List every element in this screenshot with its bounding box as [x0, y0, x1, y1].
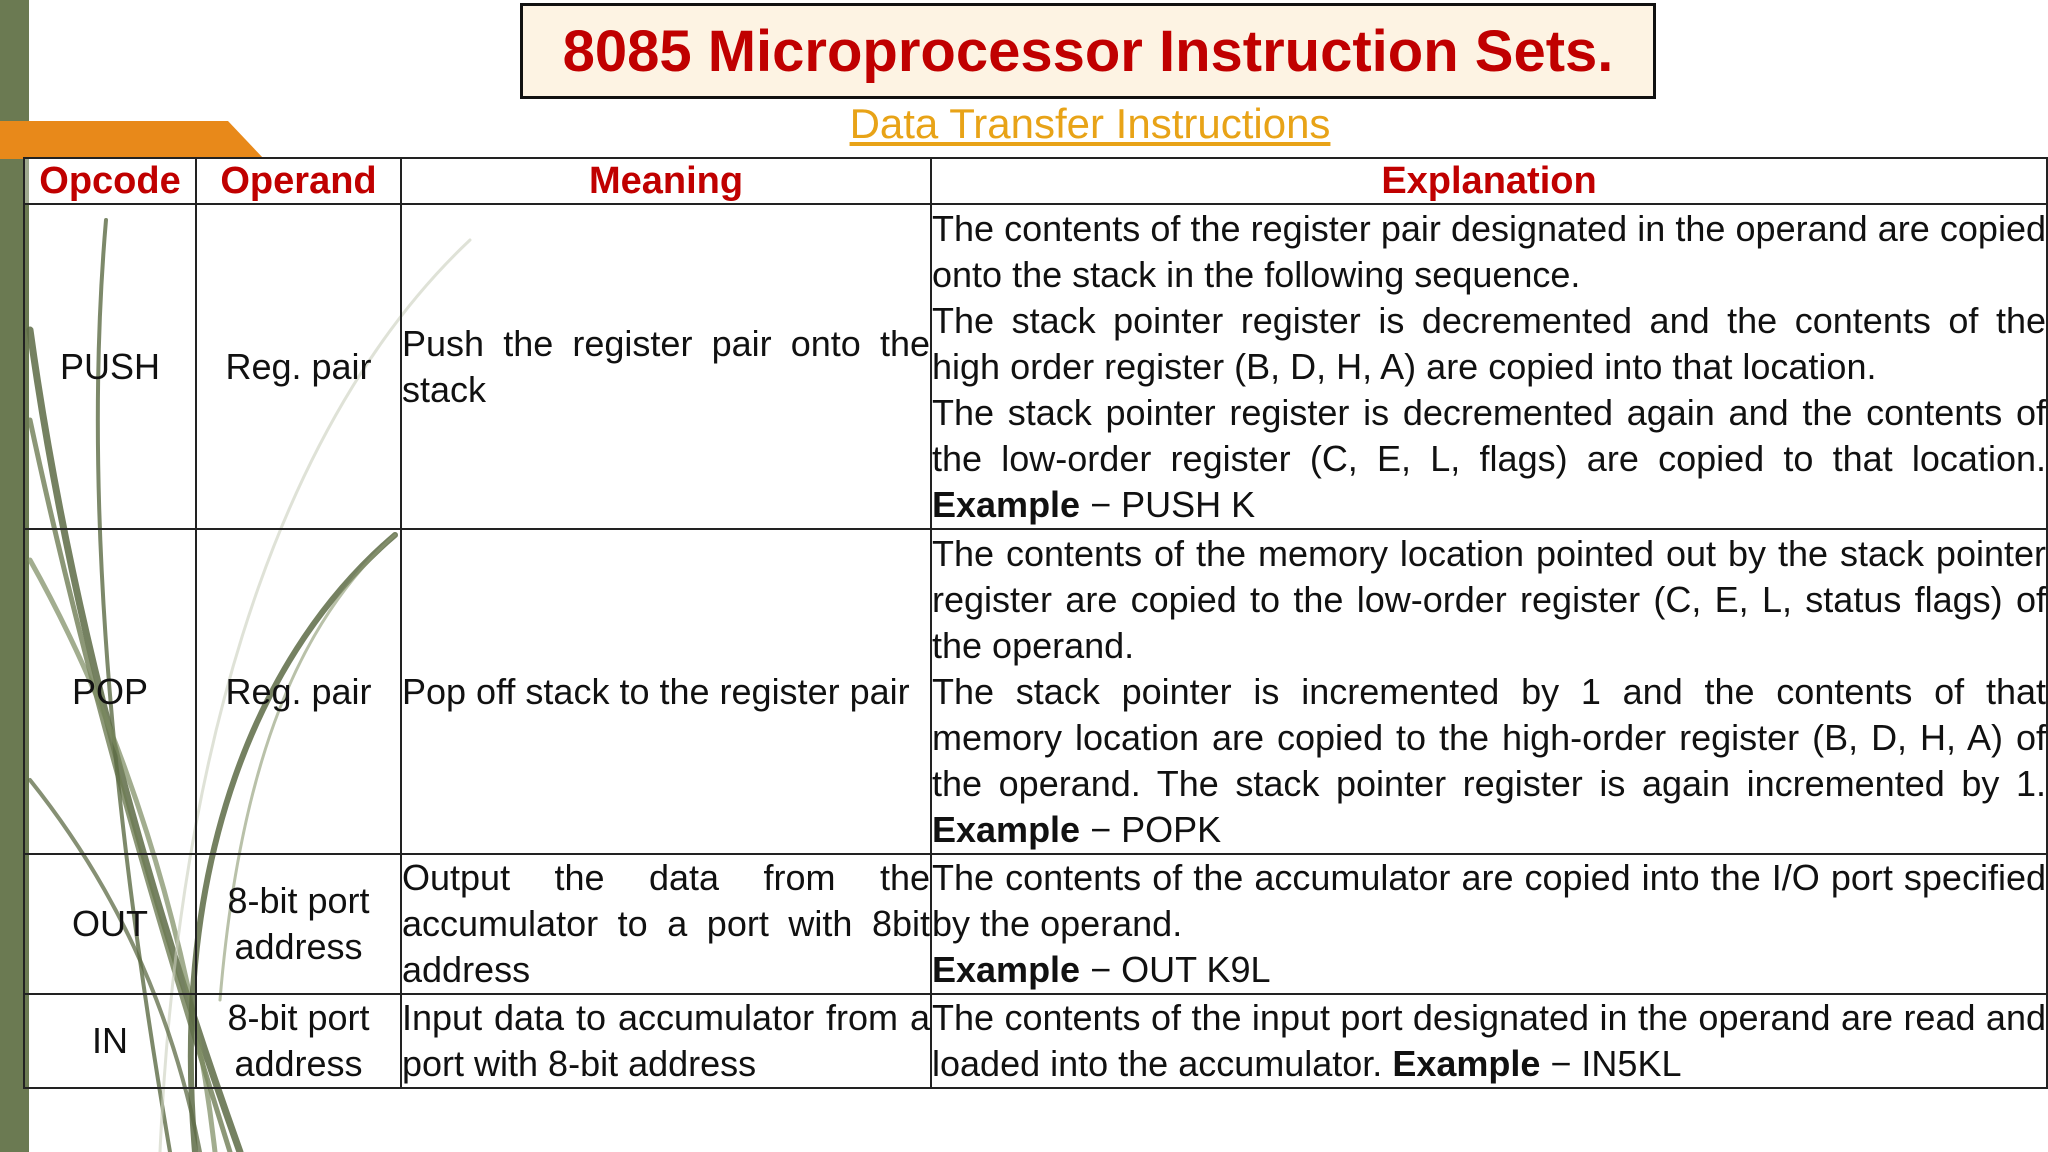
header-explanation: Explanation: [931, 158, 2047, 204]
table-header-row: [24, 158, 2047, 204]
example-value: − IN5KL: [1540, 1043, 1682, 1084]
opcode-cell: OUT: [24, 854, 196, 994]
meaning-cell: Output the data from the accumulator to a port with 8bit address: [401, 854, 931, 994]
opcode-cell: PUSH: [24, 204, 196, 529]
explanation-cell: [931, 204, 2047, 529]
explanation-paragraph: The contents of the input port designated in the operand are read and loaded into the accumulator. Example − IN5KL: [932, 997, 2046, 1084]
operand-cell: Reg. pair: [196, 529, 401, 854]
explanation-paragraph: The stack pointer is incremented by 1 and the contents of that memory location are copied to the high-order register (B, D, H, A) of the operand. The stack pointer register is again incremented by 1. Example − POPK: [932, 670, 2046, 850]
table-row: [24, 529, 2047, 854]
page-title: 8085 Microprocessor Instruction Sets.: [562, 18, 1614, 84]
section-subtitle[interactable]: Data Transfer Instructions: [849, 100, 1331, 147]
explanation-cell: [931, 994, 2047, 1088]
example-value: − POPK: [1080, 808, 1222, 850]
explanation-paragraph: The contents of the register pair designated in the operand are copied onto the stack in the following sequence.: [932, 207, 2046, 295]
explanation-paragraph: The stack pointer register is decremented and the contents of the high order register (B, D, H, A) are copied into that location.: [932, 299, 2046, 387]
example-label: Example: [932, 483, 1081, 525]
example-label: Example: [1392, 1043, 1541, 1084]
operand-cell: Reg. pair: [196, 204, 401, 529]
example-value: − PUSH K: [1080, 483, 1256, 525]
opcode-cell: POP: [24, 529, 196, 854]
meaning-cell: Pop off stack to the register pair: [401, 529, 931, 854]
instruction-table: [23, 157, 2048, 1089]
example-label: Example: [932, 949, 1081, 990]
explanation-paragraph: The stack pointer register is decremented again and the contents of the low-order register (C, E, L, flags) are copied to that location. Example − PUSH K: [932, 391, 2046, 525]
meaning-cell: Push the register pair onto the stack: [401, 204, 931, 529]
opcode-cell: IN: [24, 994, 196, 1088]
meaning-cell: Input data to accumulator from a port with 8-bit address: [401, 994, 931, 1088]
header-operand: Operand: [196, 158, 401, 204]
header-meaning: Meaning: [401, 158, 931, 204]
operand-cell: 8-bit port address: [196, 994, 401, 1088]
explanation-paragraph: [932, 947, 2046, 993]
explanation-cell: [931, 854, 2047, 994]
table-row: [24, 204, 2047, 529]
explanation-paragraph: The contents of the accumulator are copied into the I/O port specified by the operand.: [932, 857, 2046, 944]
table-row: [24, 994, 2047, 1088]
explanation-paragraph: The contents of the memory location pointed out by the stack pointer register are copied to the low-order register (C, E, L, status flags) of the operand.: [932, 532, 2046, 666]
table-row: [24, 854, 2047, 994]
title-box: [520, 3, 1656, 99]
operand-cell: 8-bit port address: [196, 854, 401, 994]
header-opcode: Opcode: [24, 158, 196, 204]
explanation-cell: [931, 529, 2047, 854]
example-label: Example: [932, 808, 1081, 850]
example-value: − OUT K9L: [1080, 949, 1271, 990]
